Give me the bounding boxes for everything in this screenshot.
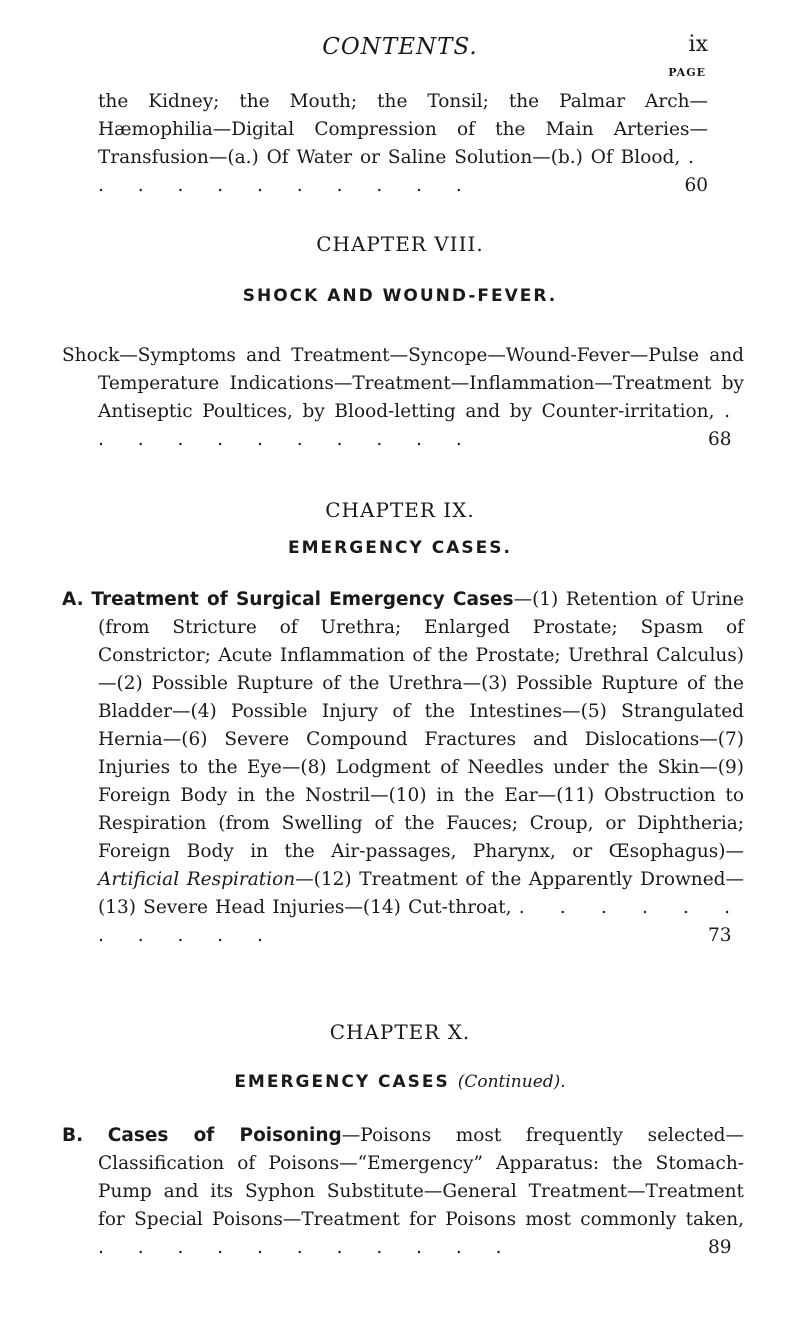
section-lead: Treatment of Surgical Emergency Cases xyxy=(91,589,514,610)
toc-entry-text: —(1) Retention of Urine (from Stricture of Urethra; Enlarged Prostate; Spasm of Constrictor; Acute Inflammation of the Prostate; Urethral Calculus)—(2) Possible Rupture of the Urethra—(3) Possible Rupture of the Bladder—(4) Possible Injury of the Intestines—(5) Strangulated Hernia—(6) Severe Compound Fractures and Dislocations—(7) Injuries to the Eye—(8) Lodgment of Needles under the Skin—(9) Foreign Body in the Nostril—(10) in the Ear—(11) Obstruction to Respiration (from Swelling of the Fauces; Croup, or Diphtheria; Foreign Body in the Air-passages, Pharynx, or Œsophagus)— xyxy=(98,589,744,862)
leader-dots: . . . . . . . . . . . xyxy=(98,401,744,450)
subtitle-text: EMERGENCY CASES xyxy=(234,1072,450,1092)
chapter-subtitle-10 xyxy=(0,1072,800,1092)
page-column-label: PAGE xyxy=(668,66,706,79)
leader-dots: . . . . . . . . . . . xyxy=(98,1237,516,1258)
toc-entry-text: the Kidney; the Mouth; the Tonsil; the Palmar Arch—Hæmophilia—Digital Compression of the Main Arteries—Transfusion—(a.) Of Water or Saline Solution—(b.) Of Blood, xyxy=(98,91,708,168)
subtitle-continued: (Continued). xyxy=(457,1072,566,1092)
chapter-subtitle-9: EMERGENCY CASES. xyxy=(288,538,512,558)
chapter-subtitle-8: SHOCK AND WOUND-FEVER. xyxy=(242,286,558,306)
chapter-heading-8: CHAPTER VIII. xyxy=(316,232,484,256)
chapter-heading-10: CHAPTER X. xyxy=(329,1020,471,1044)
toc-entry-chapter-8: Shock—Symptoms and Treatment—Syncope—Wound-Fever—Pulse and Temperature Indications—Treatment—Inflammation—Treatment by Antiseptic Poultices, by Blood-letting and by Counter-irritation, . . . . . . . . . . . 68 xyxy=(62,345,744,450)
section-letter: A. xyxy=(62,589,84,610)
toc-page-number: 60 xyxy=(684,175,708,196)
page-folio: ix xyxy=(688,32,708,57)
toc-entry-text: —Poisons most frequently selected—Classification of Poisons—“Emergency” Apparatus: the Stomach-Pump and its Syphon Substitute—General Treatment—Treatment for Special Poisons—Treatment for Poisons most commonly taken, xyxy=(98,1125,744,1230)
leader-dots: . . . . . . . . . . . xyxy=(98,897,744,946)
leader-dots: . . . . . . . . . . . xyxy=(98,147,708,196)
section-lead: Cases of Poisoning xyxy=(107,1125,342,1146)
toc-entry-italic: Artificial Respiration xyxy=(98,869,296,890)
running-header-title: CONTENTS. xyxy=(322,34,478,60)
section-letter: B. xyxy=(62,1125,84,1146)
toc-entry-text-continued: —(12) Treatment of the Apparently Drowned—(13) Severe Head Injuries—(14) Cut-throat, xyxy=(98,869,744,918)
toc-entry-continued xyxy=(98,88,708,200)
chapter-heading-9: CHAPTER IX. xyxy=(325,498,475,522)
toc-entry-chapter-9: A. Treatment of Surgical Emergency Cases—(1) Retention of Urine (from Stricture of Urethra; Enlarged Prostate; Spasm of Constrictor; Acute Inflammation of the Prostate; Urethral Calculus)—(2) Possible Rupture of the Urethra—(3) Possible Rupture of the Bladder—(4) Possible Injury of the Intestines—(5) Strangulated Hernia—(6) Severe Compound Fractures and Dislocations—(7) Injuries to the Eye—(8) Lodgment of Needles under the Skin—(9) Foreign Body in the Nostril—(10) in the Ear—(11) Obstruction to Respiration (from Swelling of the Fauces; Croup, or Diphtheria; Foreign Body in the Air-passages, Pharynx, or Œsophagus)—Artificial Respiration—(12) Treatment of the Apparently Drowned—(13) Severe Head Injuries—(14) Cut-throat, . . . . . . . . . . . 73 xyxy=(62,589,744,946)
toc-entry-chapter-10: B. Cases of Poisoning—Poisons most frequently selected—Classification of Poisons—“Emergency” Apparatus: the Stomach-Pump and its Syphon Substitute—General Treatment—Treatment for Special Poisons—Treatment for Poisons most commonly taken, . . . . . . . . . . . 89 xyxy=(62,1125,744,1258)
toc-entry-text: Shock—Symptoms and Treatment—Syncope—Wound-Fever—Pulse and Temperature Indications—Treatment—Inflammation—Treatment by Antiseptic Poultices, by Blood-letting and by Counter-irritation, xyxy=(62,345,744,422)
